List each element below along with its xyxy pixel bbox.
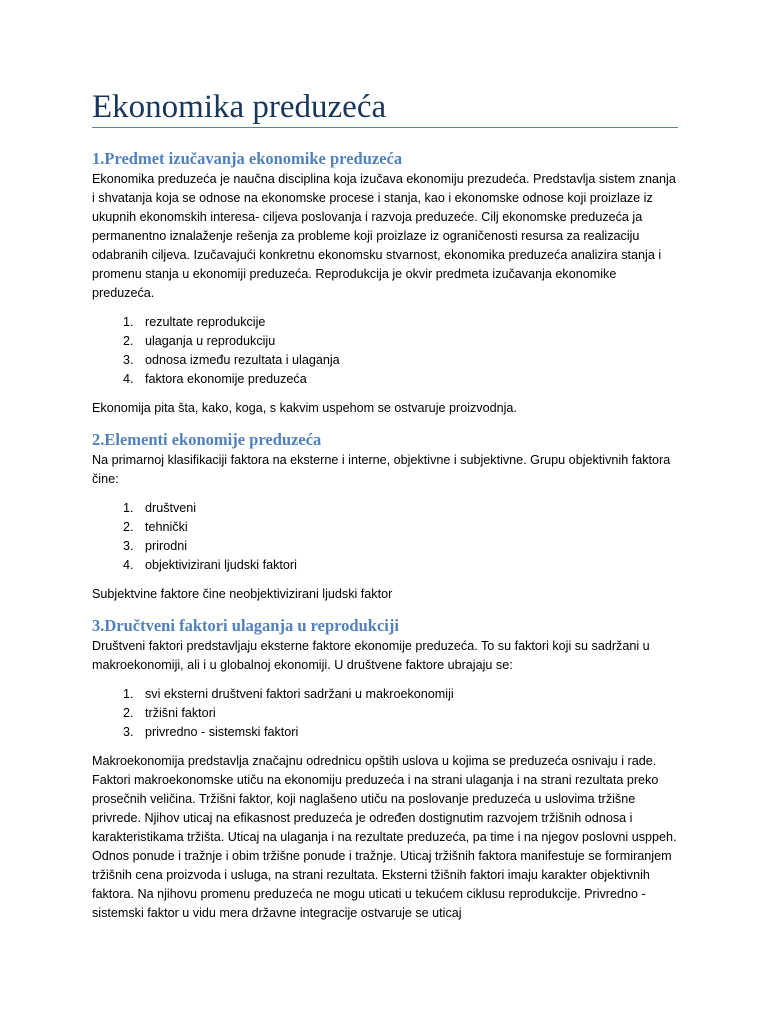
section-heading: 2.Elementi ekonomije preduzeća: [92, 430, 322, 449]
section-paragraph: Na primarnoj klasifikaciji faktora na eksterne i interne, objektivne i subjektivne. Grupu objektivnih faktora čine:: [92, 453, 671, 486]
section-heading: 1.Predmet izučavanja ekonomike preduzeća: [92, 149, 403, 168]
list-item: 1. svi eksterni društveni faktori sadržani u makroekonomiji: [137, 685, 678, 704]
section-paragraph: Subjektvine faktore čine neobjektivizirani ljudski faktor: [92, 587, 393, 601]
list-item: 1. društveni: [137, 499, 678, 518]
section-heading: 3.Dručtveni faktori ulaganja u reprodukciji: [92, 616, 399, 635]
list-item: 4. faktora ekonomije preduzeća: [137, 370, 678, 389]
list-item: 2. tehnički: [137, 518, 678, 537]
list-item: 2. tržišni faktori: [137, 704, 678, 723]
section-1: [92, 148, 678, 418]
title-underline: [92, 127, 678, 128]
document-title: Ekonomika preduzeća: [92, 89, 387, 125]
section-2: [92, 429, 678, 604]
list-item: 2. ulaganja u reprodukciju: [137, 332, 678, 351]
section-paragraph: Društveni faktori predstavljaju eksterne faktore ekonomije preduzeća. To su faktori koji su sadržani u makroekonomiji, ali i u globalnoj ekonomiji. U društvene faktore ubrajaju se:: [92, 639, 650, 672]
numbered-list: [92, 685, 678, 742]
section-paragraph: Ekonomika preduzeća je naučna disciplina koja izučava ekonomiju prezudeća. Predstavlja sistem znanja i shvatanja koja se odnose na ekonomske procese i stanja, kao i ekonomske odnose koji proizlaze iz ukupnih ekonomskih interesa- ciljeva poslovanja i razvoja preduzeće. Cilj ekonomske preduzeća ja permanentno iznalaženje rešenja za probleme koji proizlaze iz ograničenosti resursa za realizaciju odabranih ciljeva. Izučavajući konkretnu ekonomsku stvarnost, ekonomika preduzeća analizira stanja i promenu stanja u ekonomiji preduzeća. Reprodukcija je okvir predmeta izučavanja ekonomike preduzeća.: [92, 172, 676, 300]
section-paragraph: Ekonomija pita šta, kako, koga, s kakvim uspehom se ostvaruje proizvodnja.: [92, 401, 517, 415]
section-3: [92, 615, 678, 923]
list-item: 1. rezultate reprodukcije: [137, 313, 678, 332]
numbered-list: [92, 499, 678, 575]
list-item: 3. privredno - sistemski faktori: [137, 723, 678, 742]
numbered-list: [92, 313, 678, 389]
list-item: 4. objektivizirani ljudski faktori: [137, 556, 678, 575]
section-paragraph: Makroekonomija predstavlja značajnu odrednicu opštih uslova u kojima se preduzeća osnivaju i rade. Faktori makroekonomske utiču na ekonomiju preduzeća i na strani ulaganja i na strani rezultata preko prosečnih veličina. Tržišni faktor, koji naglašeno utiču na poslovanje preduzeća u uslovima tržišne privrede. Njihov uticaj na efikasnost preduzeća je određen dostignutim razvojem tržišnih odnosa i karakteristikama tržišta. Uticaj na ulaganja i na rezultate preduzeća, pa time i na njegov poslovni usppeh. Odnos ponude i tražnje i obim tržišne ponude i tražnje. Uticaj tržišnih faktora manifestuje se formiranjem tržišnih cena proizvoda i usluga, na strani rezultata. Eksterni tžišnih faktori imaju karakter objektivnih faktora. Na njihovu promenu preduzeća ne mogu uticati u tekućem ciklusu reprodukcije. Privredno - sistemski faktor u vidu mera državne integracije ostvaruje se uticaj: [92, 754, 677, 920]
list-item: 3. odnosa između rezultata i ulaganja: [137, 351, 678, 370]
list-item: 3. prirodni: [137, 537, 678, 556]
